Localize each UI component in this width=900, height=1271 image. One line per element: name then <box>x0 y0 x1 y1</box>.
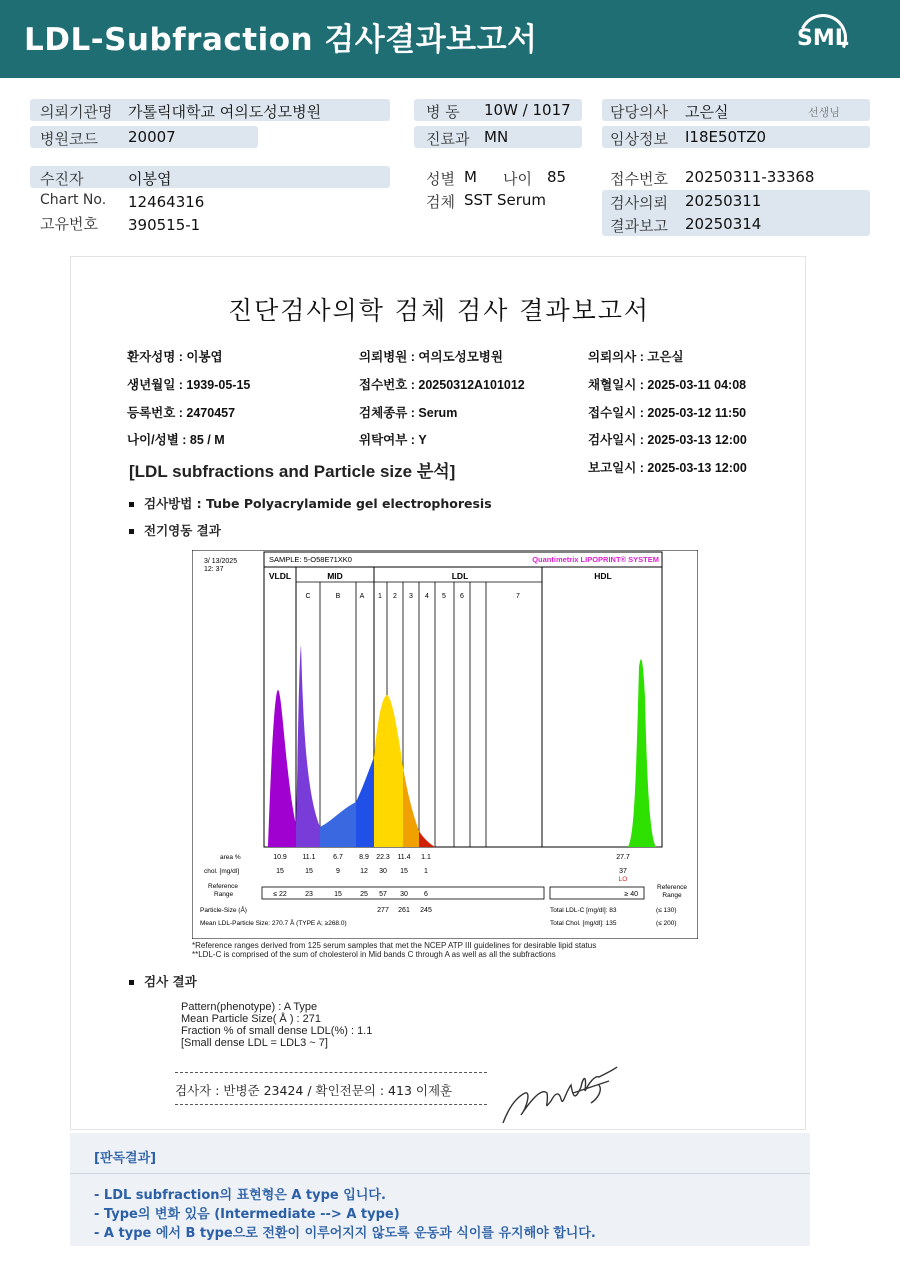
interpretation-divider <box>70 1173 810 1174</box>
signature-image <box>499 1063 621 1129</box>
row-label-area: area % <box>220 854 241 861</box>
chart-time: 12: 37 <box>204 566 224 573</box>
band-label-VLDL: VLDL <box>268 571 292 581</box>
row-label-ps: Particle-Size (Å) <box>200 907 247 914</box>
patient-value: 이봉엽 <box>128 170 172 188</box>
total-ldl-ref: (≤ 130) <box>656 907 677 914</box>
result-line-2: Mean Particle Size( Å ) : 271 <box>181 1013 322 1025</box>
report-sheet <box>70 256 806 1130</box>
band-label-MID: MID <box>327 571 343 581</box>
logo-text: SML <box>797 26 849 51</box>
chol-value-4: 30 <box>379 868 387 875</box>
chart-date: 3/ 13/2025 <box>204 558 238 565</box>
specimen-label: 검체 <box>426 193 455 211</box>
ldl-sub-5: 5 <box>442 593 446 600</box>
report-title: 진단검사의학 검체 검사 결과보고서 <box>227 296 651 325</box>
report-doctor: 의뢰의사 : 고은실 <box>588 350 684 364</box>
age-value: 85 <box>547 168 567 186</box>
chol-value-1: 15 <box>305 868 313 875</box>
method-bullet <box>129 494 492 512</box>
report-outsourced: 위탁여부 : Y <box>359 433 427 447</box>
sml-logo <box>795 14 853 64</box>
mid-sub-A: A <box>359 593 365 600</box>
ldl-sub-3: 3 <box>409 593 413 600</box>
chol-value-0: 15 <box>276 868 284 875</box>
mean-ldl: Mean LDL-Particle Size: 270.7 Å (TYPE A; ≥268.0) <box>200 920 347 927</box>
ref-value-3: 25 <box>360 891 368 898</box>
method-text: 검사방법 : Tube Polyacrylamide gel electrophoresis <box>144 496 492 511</box>
ldl-sub-2: 2 <box>393 593 397 600</box>
page-title: LDL-Subfraction 검사결과보고서 <box>24 22 538 58</box>
report-collected: 채혈일시 : 2025-03-11 04:08 <box>588 378 747 392</box>
result-head: 검사 결과 <box>144 974 197 989</box>
ref-value-5: 30 <box>400 891 408 898</box>
result-bullet <box>129 972 197 990</box>
report-hosp: 의뢰병원 : 여의도성모병원 <box>359 350 503 364</box>
pill-patient <box>30 166 390 188</box>
specimen-value: SST Serum <box>464 191 547 209</box>
area-value-1: 11.1 <box>302 854 316 861</box>
ref-right-2: Range <box>662 892 682 899</box>
ref-value-2: 15 <box>334 891 342 898</box>
row-label-range: Range <box>214 891 234 898</box>
signer-dash-top <box>175 1072 487 1073</box>
interpretation-line-1: - LDL subfraction의 표현형은 A type 입니다. <box>94 1188 386 1203</box>
chol-value-2: 9 <box>336 868 340 875</box>
report-name: 환자성명 : 이봉엽 <box>127 350 223 364</box>
chol-value-5: 15 <box>400 868 408 875</box>
mid-sub-C: C <box>305 593 311 600</box>
area-value-6: 1.1 <box>421 854 431 861</box>
ref-value-0: ≤ 22 <box>273 891 287 898</box>
interpretation-line-3: - A type 에서 B type으로 전환이 이루어지지 않도록 운동과 식이를 유지해야 합니다. <box>94 1226 596 1241</box>
note-1: *Reference ranges derived from 125 serum samples that met the NCEP ATP III guidelines for desirable lipid status <box>192 941 597 950</box>
age-label: 나이 <box>503 170 532 188</box>
signer-dash-bottom <box>175 1104 487 1105</box>
mid-sub-B: B <box>335 593 341 600</box>
requester-value: 가톨릭대학교 여의도성모병원 <box>128 103 322 121</box>
report-date-value: 20250314 <box>685 215 762 233</box>
ldl-sub-6: 6 <box>460 593 464 600</box>
ref-value-4: 57 <box>379 891 387 898</box>
report-reg: 등록번호 : 2470457 <box>127 406 236 420</box>
hospital-code-value: 20007 <box>128 128 176 146</box>
particle-size-1: 261 <box>398 907 410 914</box>
result-line-3: Fraction % of small dense LDL(%) : 1.1 <box>181 1025 373 1037</box>
ref-value-1: 23 <box>305 891 313 898</box>
dept-value: MN <box>484 128 509 146</box>
doctor-label: 담당의사 <box>610 103 668 121</box>
chol-value-7: 37 <box>619 868 627 875</box>
report-specimen: 검체종류 : Serum <box>359 406 458 420</box>
sex-value: M <box>464 168 477 186</box>
chol-value-6: 1 <box>424 868 428 875</box>
result-line-1: Pattern(phenotype) : A Type <box>181 1001 318 1013</box>
receipt-label: 접수번호 <box>610 170 668 188</box>
chart-label: Chart No. <box>40 192 107 208</box>
request-date-value: 20250311 <box>685 192 762 210</box>
result-line-4: [Small dense LDL = LDL3 ~ 7] <box>181 1037 328 1049</box>
chart-sample: SAMPLE: 5-O58E71XK0 <box>269 555 352 564</box>
electro-bullet <box>129 521 221 539</box>
row-label-ref: Reference <box>208 883 238 890</box>
hospital-code-label: 병원코드 <box>40 130 98 148</box>
lipoprint-chart <box>192 550 698 939</box>
area-value-3: 8.9 <box>359 854 369 861</box>
id-value: 390515-1 <box>128 216 201 234</box>
total-chol-ref: (≤ 200) <box>656 920 677 927</box>
report-received: 접수일시 : 2025-03-12 11:50 <box>588 406 747 420</box>
ldl-sub-4: 4 <box>425 593 429 600</box>
area-value-2: 6.7 <box>333 854 343 861</box>
total-chol: Total Chol. [mg/dl]: 135 <box>550 920 617 927</box>
ward-value: 10W / 1017 <box>484 101 571 119</box>
receipt-value: 20250311-33368 <box>685 168 815 186</box>
section-title: [LDL subfractions and Particle size 분석] <box>129 462 456 481</box>
report-tested: 검사일시 : 2025-03-13 12:00 <box>588 433 747 447</box>
particle-size-0: 277 <box>377 907 389 914</box>
hdl-flag: LO <box>618 876 628 883</box>
doctor-suffix: 선생님 <box>808 106 840 119</box>
total-ldl: Total LDL-C [mg/dl]: 83 <box>550 907 617 914</box>
patient-label: 수진자 <box>40 170 84 188</box>
interpretation-panel <box>70 1133 810 1246</box>
area-value-5: 11.4 <box>397 854 411 861</box>
area-value-4: 22.3 <box>376 854 390 861</box>
band-label-HDL: HDL <box>594 571 612 581</box>
band-label-LDL: LDL <box>451 571 469 581</box>
interpretation-line-2: - Type의 변화 있음 (Intermediate --> A type) <box>94 1207 400 1222</box>
dept-label: 진료과 <box>426 130 470 148</box>
area-value-0: 10.9 <box>273 854 287 861</box>
ref-value-6: 6 <box>424 891 428 898</box>
row-label-chol: chol. [mg/dl] <box>204 868 240 875</box>
signer-line: 검사자 : 반병준 23424 / 확인전문의 : 413 이제훈 <box>175 1083 453 1098</box>
report-birth: 생년월일 : 1939-05-15 <box>127 378 251 392</box>
area-value-7: 27.7 <box>616 854 630 861</box>
sex-label: 성별 <box>426 170 455 188</box>
header-bar <box>0 0 900 78</box>
requester-label: 의뢰기관명 <box>40 103 113 121</box>
interpretation-head: [판독결과] <box>94 1151 157 1166</box>
electro-text: 전기영동 결과 <box>144 523 221 538</box>
chart-value: 12464316 <box>128 193 205 211</box>
report-age-sex: 나이/성별 : 85 / M <box>127 433 225 447</box>
request-date-label: 검사의뢰 <box>610 194 668 212</box>
clinical-value: I18E50TZ0 <box>685 128 767 146</box>
doctor-value: 고은실 <box>685 103 729 121</box>
ward-label: 병 동 <box>426 103 460 121</box>
chol-value-3: 12 <box>360 868 368 875</box>
chart-brand: Quantimetrix LIPOPRINT® SYSTEM <box>532 555 659 564</box>
id-label: 고유번호 <box>40 215 98 233</box>
report-accession: 접수번호 : 20250312A101012 <box>359 378 525 392</box>
ref-right-1: Reference <box>657 884 687 891</box>
ldl-sub-7: 7 <box>516 593 520 600</box>
particle-size-2: 245 <box>420 907 432 914</box>
hdl-ref-value: ≥ 40 <box>624 891 638 898</box>
ldl-sub-1: 1 <box>378 593 382 600</box>
report-reported: 보고일시 : 2025-03-13 12:00 <box>588 461 747 475</box>
report-date-label: 결과보고 <box>610 217 668 235</box>
note-2: **LDL-C is comprised of the sum of cholesterol in Mid bands C through A as well as all the subfractions <box>192 950 556 959</box>
clinical-label: 임상정보 <box>610 130 668 148</box>
